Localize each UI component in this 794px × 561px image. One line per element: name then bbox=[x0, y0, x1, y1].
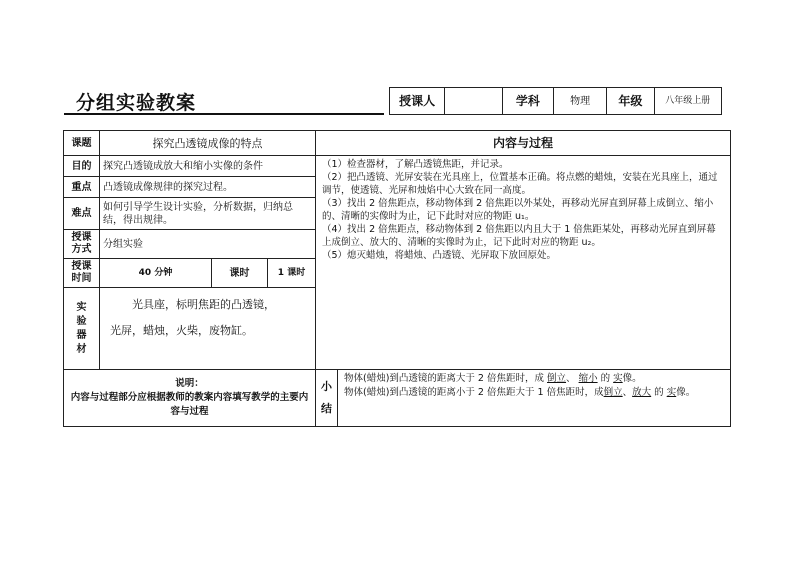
materials-value bbox=[100, 288, 316, 370]
goal-label: 目的 bbox=[64, 156, 100, 177]
process-step: （4）找出 2 倍焦距点，移动物体到 2 倍焦距以内且大于 1 倍焦距某处，再移动光屏直到屏幕上成倒立、放大的、清晰的实像时为止，记下此时对应的物距 u₂。 bbox=[322, 224, 716, 248]
blank-answer: 实 bbox=[666, 387, 677, 398]
method-label: 授课方式 bbox=[64, 230, 100, 259]
subject-value: 物理 bbox=[553, 88, 606, 115]
summary-line-2: 物体(蜡烛)到凸透镜的距离小于 2 倍焦距大于 1 倍焦距时，成倒立、放大 的 实像。 bbox=[344, 387, 696, 398]
note-text: 内容与过程部分应根据教师的教案内容填写教学的主要内容与过程 bbox=[70, 392, 309, 417]
teacher-label: 授课人 bbox=[390, 88, 445, 115]
focus-label: 重点 bbox=[64, 177, 100, 198]
period-label: 课时 bbox=[212, 259, 268, 288]
method-value: 分组实验 bbox=[100, 230, 316, 259]
time-value: 40 分钟 bbox=[100, 259, 212, 288]
materials-line: 光屏，蜡烛，火柴，废物缸。 bbox=[110, 324, 253, 337]
blank-answer: 放大 bbox=[632, 387, 652, 398]
process-step: （2）把凸透镜、光屏安装在光具座上，位置基本正确。将点燃的蜡烛，安装在光具座上，通过调节，使透镜、光屏和烛焰中心大致在同一高度。 bbox=[322, 172, 718, 196]
materials-label: 实 验 器 材 bbox=[64, 288, 100, 370]
process-step: （3）找出 2 倍焦距点，移动物体到 2 倍焦距以外某处，再移动光屏直到屏幕上成倒立、缩小的、清晰的实像时为止，记下此时对应的物距 u₁。 bbox=[322, 198, 714, 222]
time-label: 授课时间 bbox=[64, 259, 100, 288]
grade-label: 年级 bbox=[607, 88, 654, 115]
header-table bbox=[389, 87, 722, 115]
goal-value: 探究凸透镜成放大和缩小实像的条件 bbox=[100, 156, 316, 177]
blank-answer: 倒立 bbox=[547, 373, 567, 384]
page-title: 分组实验教案 bbox=[76, 92, 197, 114]
summary-label: 小 结 bbox=[316, 370, 338, 427]
title-underline bbox=[64, 113, 384, 115]
period-value: 1 课时 bbox=[268, 259, 316, 288]
difficulty-label: 难点 bbox=[64, 198, 100, 230]
topic-value: 探究凸透镜成像的特点 bbox=[100, 131, 316, 156]
summary-line-1: 物体(蜡烛)到凸透镜的距离大于 2 倍焦距时，成 倒立、 缩小 的 实像。 bbox=[344, 373, 642, 384]
process-step: （1）检查器材，了解凸透镜焦距，并记录。 bbox=[322, 159, 509, 170]
note-title: 说明： bbox=[175, 378, 204, 389]
topic-label: 课题 bbox=[64, 131, 100, 156]
blank-answer: 实 bbox=[613, 373, 623, 384]
grade-value: 八年级上册 bbox=[654, 88, 721, 115]
materials-line: 光具座，标明焦距的凸透镜， bbox=[132, 298, 275, 311]
subject-label: 学科 bbox=[502, 88, 553, 115]
focus-value: 凸透镜成像规律的探究过程。 bbox=[100, 177, 316, 198]
blank-answer: 缩小 bbox=[578, 373, 598, 384]
content-header: 内容与过程 bbox=[316, 131, 731, 156]
summary-cell bbox=[338, 370, 731, 427]
blank-answer: 倒立 bbox=[603, 387, 623, 398]
process-cell bbox=[316, 156, 731, 370]
note-cell bbox=[64, 370, 316, 427]
process-step: （5）熄灭蜡烛，将蜡烛、凸透镜、光屏取下放回原处。 bbox=[322, 250, 557, 261]
difficulty-value: 如何引导学生设计实验，分析数据，归纳总结，得出规律。 bbox=[100, 198, 316, 230]
teacher-value bbox=[445, 88, 502, 115]
lesson-table bbox=[63, 130, 731, 427]
